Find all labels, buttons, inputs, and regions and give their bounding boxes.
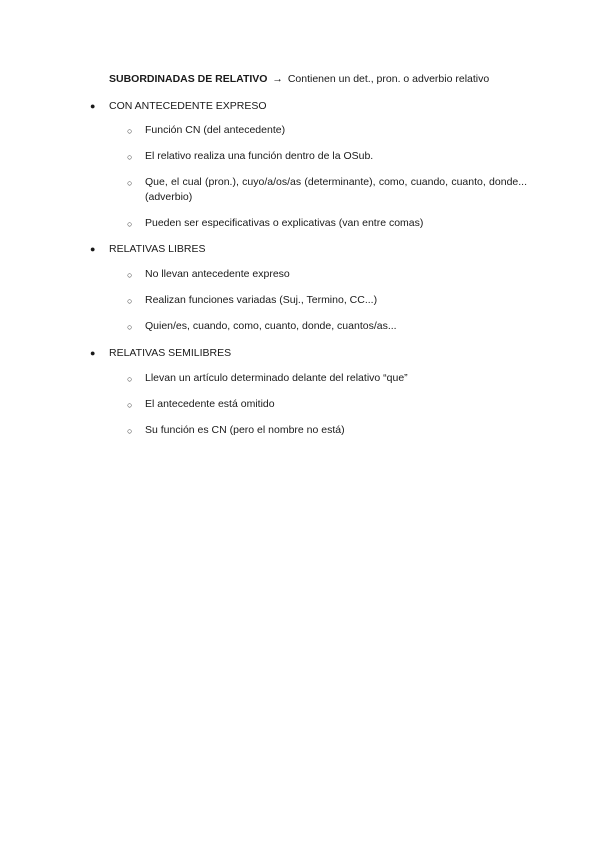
list-item: Pueden ser especificativas o explicativas (van entre comas): [145, 217, 424, 229]
section-title-relativas-semilibres: RELATIVAS SEMILIBRES: [109, 347, 232, 359]
sub-bullet-icon: ○: [127, 152, 133, 162]
sub-bullet-icon: ○: [127, 126, 133, 136]
sub-bullet-icon: ○: [127, 374, 133, 384]
list-item: No llevan antecedente expreso: [145, 268, 290, 280]
sub-bullet-icon: ○: [127, 296, 133, 306]
bullet-icon: ●: [90, 348, 96, 358]
sub-bullet-icon: ○: [127, 426, 133, 436]
sub-bullet-icon: ○: [127, 219, 133, 229]
sub-bullet-icon: ○: [127, 270, 133, 280]
sub-bullet-icon: ○: [127, 322, 133, 332]
list-item: El relativo realiza una función dentro de la OSub.: [145, 150, 374, 162]
list-item: Quien/es, cuando, como, cuanto, donde, cuantos/as...: [145, 320, 397, 332]
sub-bullet-icon: ○: [127, 178, 133, 188]
list-item: El antecedente está omitido: [145, 398, 275, 410]
list-item: Realizan funciones variadas (Suj., Termino, CC...): [145, 294, 378, 306]
arrow-icon: →: [272, 73, 283, 85]
list-item: Llevan un artículo determinado delante del relativo “que”: [145, 372, 408, 384]
bullet-icon: ●: [90, 244, 96, 254]
sub-bullet-icon: ○: [127, 400, 133, 410]
list-item: Función CN (del antecedente): [145, 124, 286, 136]
heading-title: SUBORDINADAS DE RELATIVO: [109, 73, 268, 85]
section-title-con-antecedente: CON ANTECEDENTE EXPRESO: [109, 100, 267, 112]
bullet-icon: ●: [90, 101, 96, 111]
list-item: Que, el cual (pron.), cuyo/a/os/as (determinante), como, cuando, cuanto, donde...(adverbio): [145, 176, 527, 203]
heading-description: Contienen un det., pron. o adverbio relativo: [287, 73, 490, 85]
document-heading: [109, 72, 549, 86]
section-title-relativas-libres: RELATIVAS LIBRES: [109, 243, 206, 255]
list-item: Su función es CN (pero el nombre no está): [145, 424, 345, 436]
